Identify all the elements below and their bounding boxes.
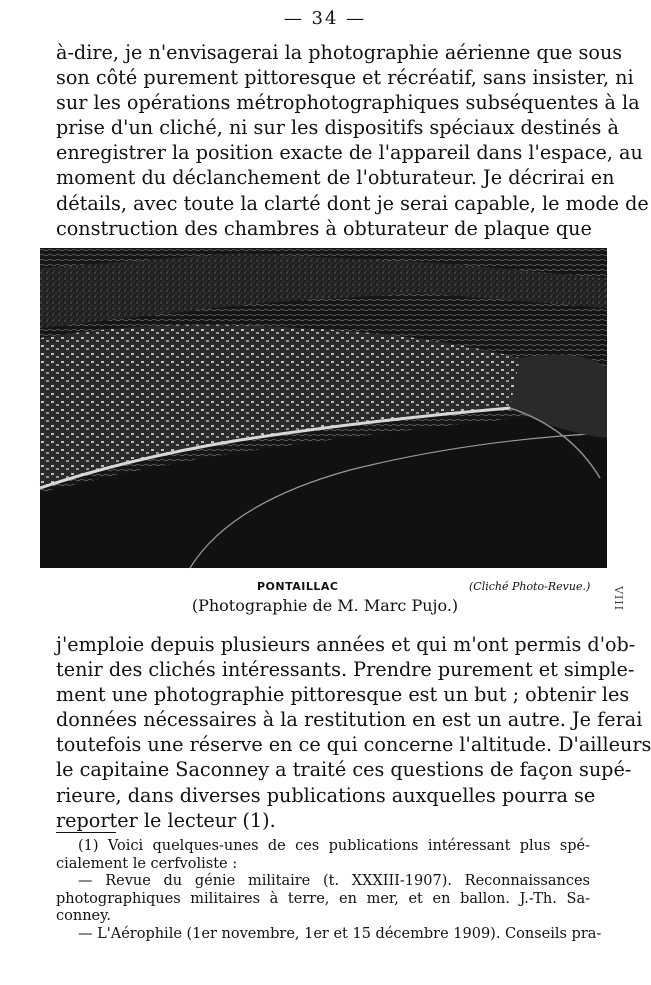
text-line: le capitaine Saconney a traité ces questions de façon supé- bbox=[56, 758, 632, 782]
text-line: rieure, dans diverses publications auxquelles pourra se bbox=[56, 783, 596, 807]
footnotes bbox=[56, 838, 602, 944]
footnote-line: — L'Aérophile (1er novembre, 1er et 15 décembre 1909). Conseils pra- bbox=[78, 925, 602, 942]
aerial-photo-illustration bbox=[40, 248, 607, 568]
text-line: toutefois une réserve en ce qui concerne l'altitude. D'ailleurs bbox=[56, 733, 651, 757]
text-line: enregistrer la position exacte de l'appareil dans l'espace, au bbox=[56, 141, 643, 165]
footnote-line: cialement le cerfvoliste : bbox=[56, 855, 238, 872]
text-line: détails, avec toute la clarté dont je serai capable, le mode de bbox=[56, 191, 649, 215]
footnote-rule bbox=[56, 832, 116, 833]
paragraph-top bbox=[56, 40, 649, 241]
aerial-photograph bbox=[40, 248, 607, 568]
paragraph-bottom bbox=[56, 632, 651, 833]
footnote-line: (1) Voici quelques-unes de ces publications intéressant plus spé- bbox=[78, 838, 590, 854]
text-line: moment du déclanchement de l'obturateur. Je décrirai en bbox=[56, 166, 615, 190]
place-caption: PONTAILLAC bbox=[257, 580, 339, 593]
text-line: prise d'un cliché, ni sur les dispositifs spéciaux destinés à bbox=[56, 116, 619, 140]
text-line: sur les opérations métrophotographiques subséquentes à la bbox=[56, 91, 640, 115]
text-line: tenir des clichés intéressants. Prendre purement et simple- bbox=[56, 658, 635, 682]
text-line: données nécessaires à la restitution en est un autre. Je ferai bbox=[56, 708, 643, 732]
author-caption: (Photographie de M. Marc Pujo.) bbox=[191, 596, 459, 615]
footnote-line: photographiques militaires à terre, en mer, et en ballon. J.-Th. Sa- bbox=[56, 890, 590, 907]
footnote-line: conney. bbox=[56, 908, 111, 925]
text-line: ment une photographie pittoresque est un but ; obtenir les bbox=[56, 683, 630, 707]
text-line: à-dire, je n'envisagerai la photographie aérienne que sous bbox=[56, 41, 623, 64]
photo-credit: (Cliché Photo-Revue.) bbox=[469, 580, 591, 593]
text-line: son côté purement pittoresque et récréatif, sans insister, ni bbox=[56, 66, 634, 90]
footnote-line: — Revue du génie militaire (t. XXXIII-1907). Reconnaissances bbox=[78, 873, 590, 890]
page-number: — 34 — bbox=[283, 8, 367, 29]
text-line: construction des chambres à obturateur de plaque que bbox=[56, 216, 592, 240]
text-line: j'emploie depuis plusieurs années et qui m'ont permis d'ob- bbox=[56, 633, 636, 656]
margin-mark: VIII bbox=[612, 586, 625, 611]
text-line: reporter le lecteur (1). bbox=[56, 808, 276, 832]
